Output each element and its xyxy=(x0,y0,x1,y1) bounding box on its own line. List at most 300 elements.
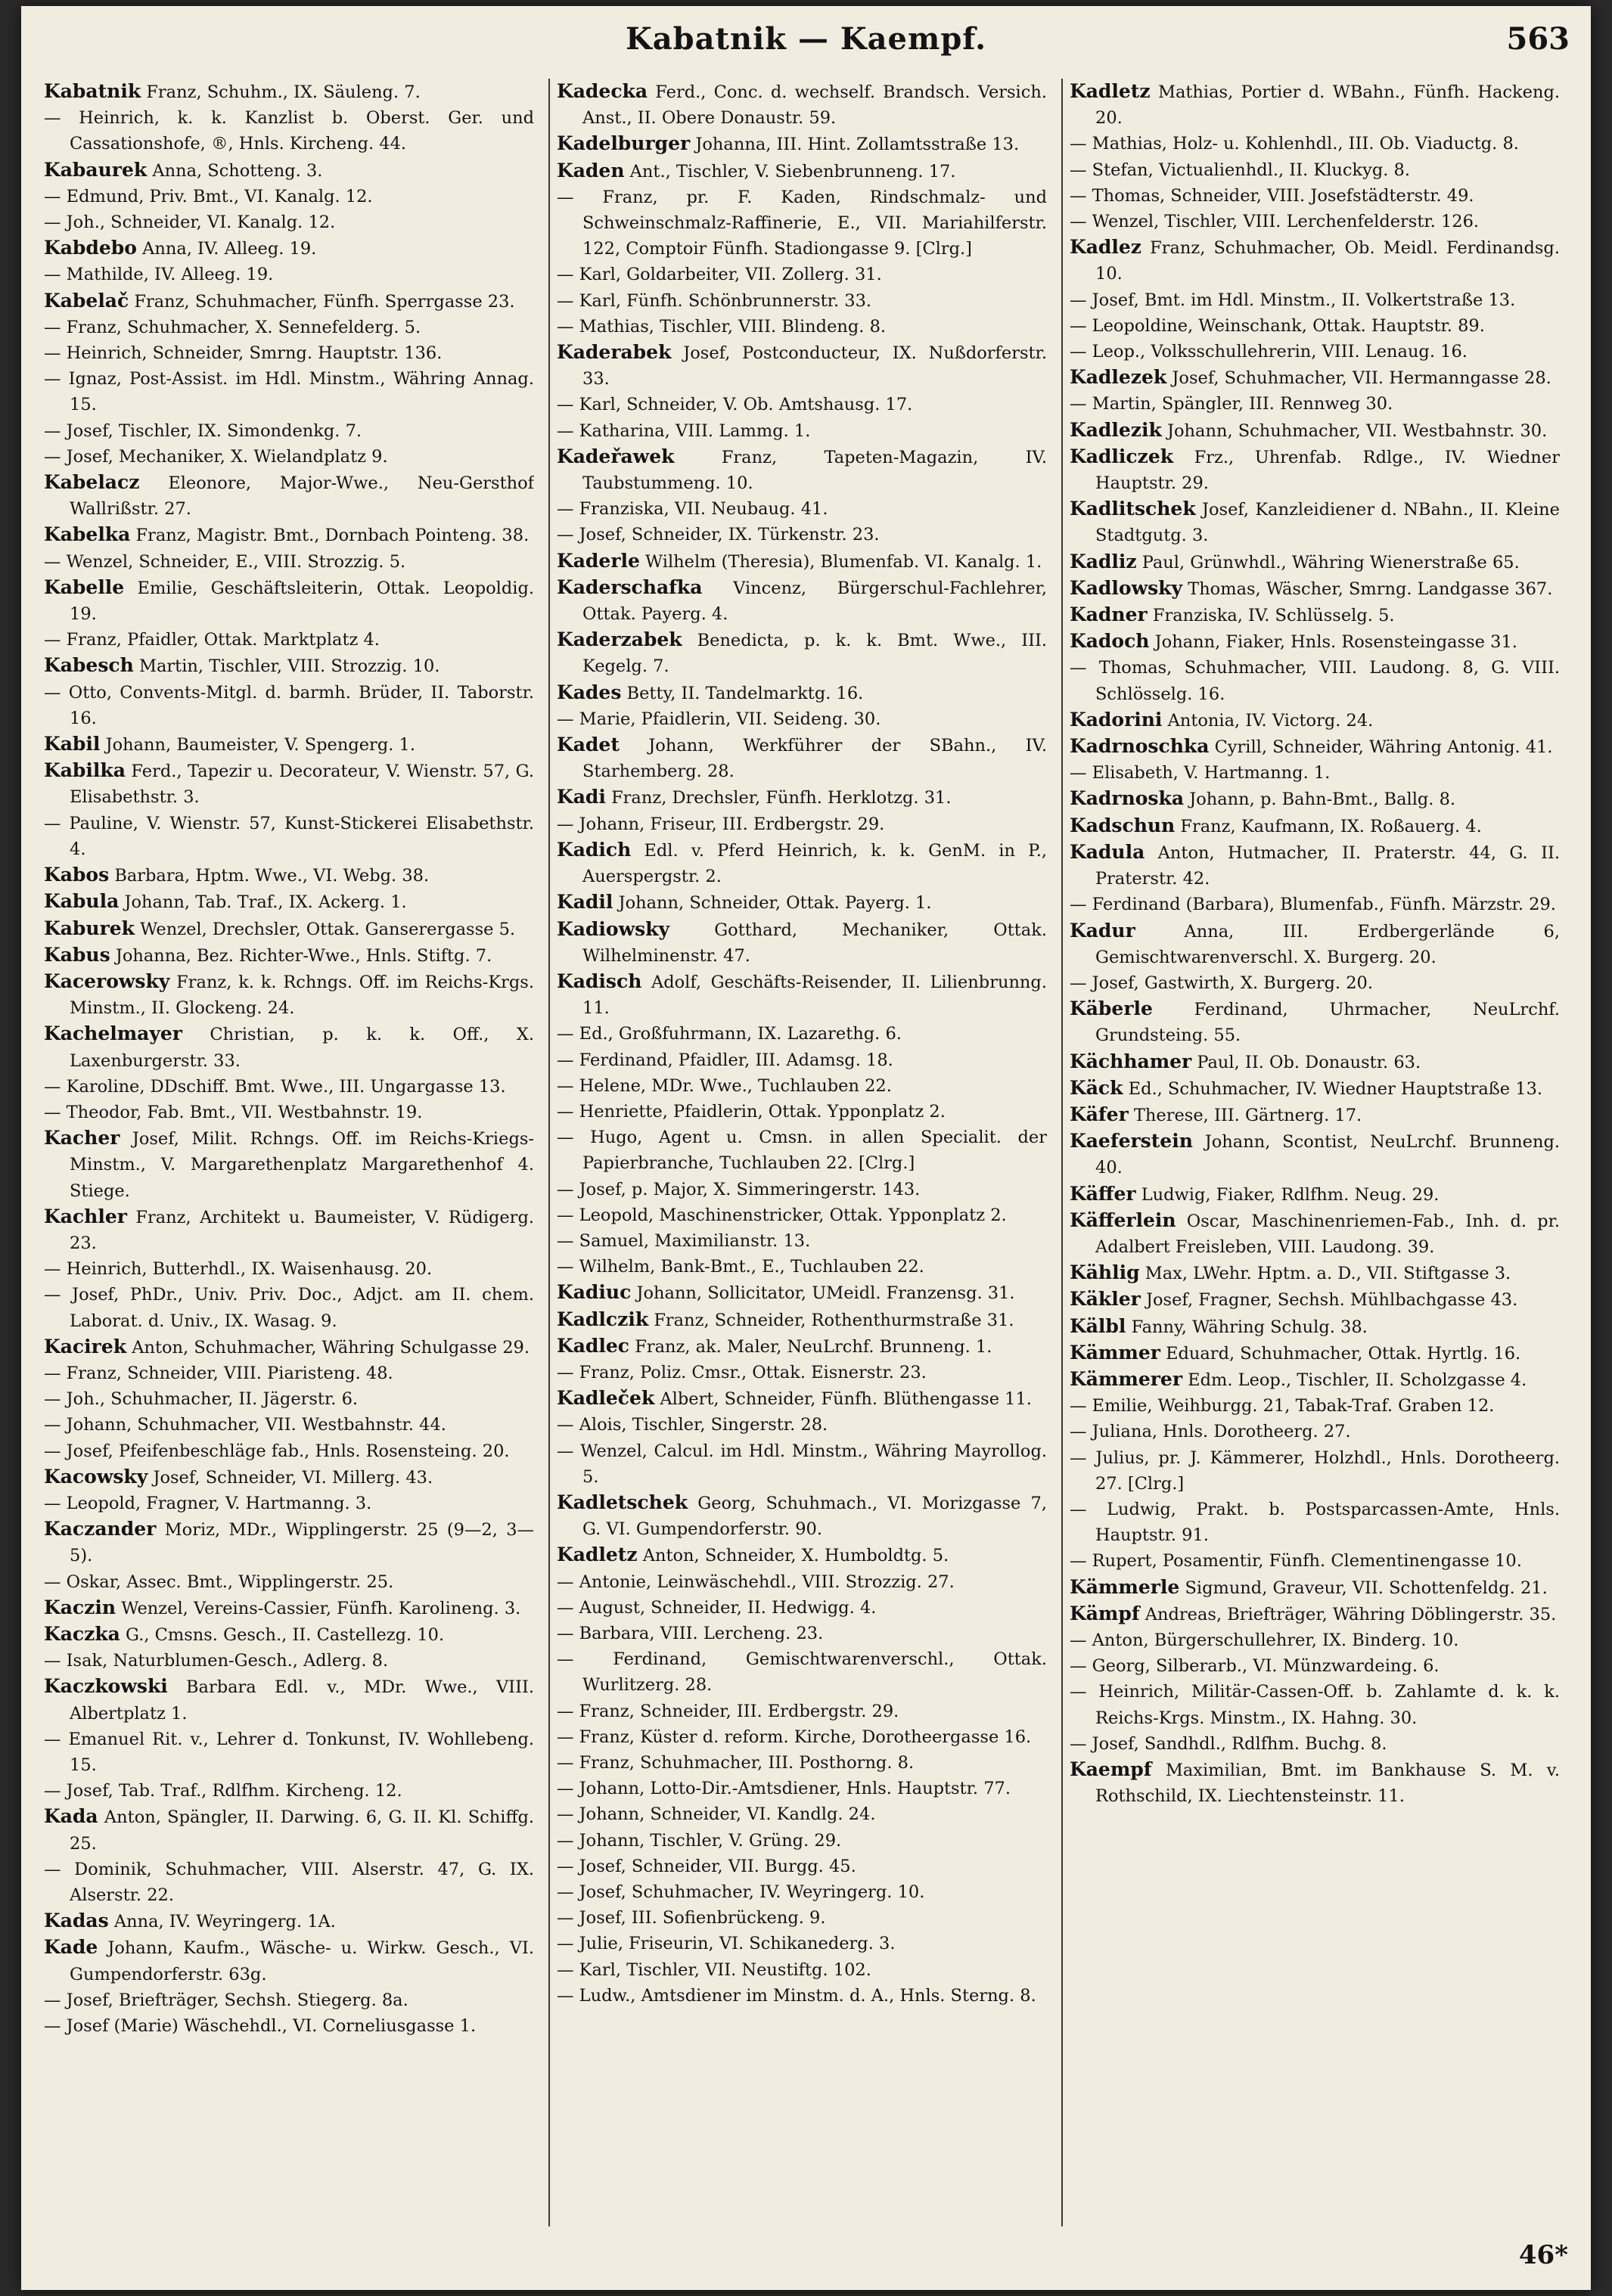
directory-entry xyxy=(1070,918,1560,970)
directory-entry xyxy=(1070,1757,1560,1809)
entry-details: — Theodor, Fab. Bmt., VII. Westbahnstr. 19. xyxy=(44,1102,423,1122)
entry-details: Mathias, Portier d. WBahn., Fünfh. Hackeng. 20. xyxy=(1095,82,1560,129)
entry-details: — Georg, Silberarb., VI. Münzwardeing. 6. xyxy=(1070,1656,1440,1677)
signature-mark: 46* xyxy=(1518,2240,1568,2270)
entry-surname: Kaempf xyxy=(1070,1758,1152,1780)
entry-details: Franz, Architekt u. Baumeister, V. Rüdigerg. 23. xyxy=(70,1207,534,1253)
entry-surname: Käkler xyxy=(1070,1288,1141,1311)
directory-entry xyxy=(557,262,1047,287)
directory-entry xyxy=(1070,209,1560,234)
directory-entry xyxy=(1070,892,1560,917)
directory-entry xyxy=(557,784,1047,811)
directory-entry xyxy=(557,1801,1047,1827)
entry-details: Eduard, Schuhmacher, Ottak. Hyrtlg. 16. xyxy=(1166,1343,1521,1364)
directory-entry xyxy=(557,1280,1047,1306)
directory-entry xyxy=(44,680,534,731)
entry-details: — Thomas, Schneider, VIII. Josefstädterstr. 49. xyxy=(1070,185,1474,206)
entry-details: — Josef, Pfeifenbeschläge fab., Hnls. Rosensteing. 20. xyxy=(44,1441,510,1461)
entry-details: — Franz, Küster d. reform. Kirche, Dorotheergasse 16. xyxy=(557,1727,1032,1747)
entry-details: — Ferdinand, Pfaidler, III. Adamsg. 18. xyxy=(557,1050,893,1070)
directory-entry xyxy=(44,1334,534,1361)
entry-surname: Kadlczik xyxy=(557,1308,649,1330)
directory-entry xyxy=(44,549,534,575)
directory-entry xyxy=(557,1724,1047,1750)
directory-entry xyxy=(557,1099,1047,1125)
directory-entry xyxy=(44,942,534,969)
directory-entry xyxy=(557,1021,1047,1047)
directory-entry xyxy=(44,1727,534,1778)
entry-surname: Kadlowsky xyxy=(1070,576,1183,599)
entry-details: — Anton, Bürgerschullehrer, IX. Binderg. 10. xyxy=(1070,1630,1459,1650)
directory-entry xyxy=(44,1595,534,1621)
directory-entry xyxy=(44,522,534,548)
entry-details: Vincenz, Bürgerschul-Fachlehrer, Ottak. Payerg. 4. xyxy=(582,578,1047,625)
entry-details: — Hugo, Agent u. Cmsn. in allen Specialit. der Papierbranche, Tuchlauben 22. [Clrg.] xyxy=(557,1128,1047,1174)
entry-surname: Kadletz xyxy=(557,1544,638,1566)
entry-surname: Kaderzabek xyxy=(557,628,682,651)
entry-details: — Karl, Tischler, VII. Neustiftg. 102. xyxy=(557,1959,871,1980)
directory-entry xyxy=(44,2013,534,2039)
entry-surname: Kadur xyxy=(1070,919,1135,942)
entry-surname: Kabesch xyxy=(44,654,134,677)
directory-entry xyxy=(557,1202,1047,1228)
directory-entry xyxy=(1070,970,1560,996)
entry-details: Albert, Schneider, Fünfh. Blüthengasse 11. xyxy=(660,1389,1032,1410)
directory-entry xyxy=(44,1438,534,1464)
entry-details: — Franziska, VII. Neubaug. 41. xyxy=(557,499,828,520)
entry-surname: Kaczander xyxy=(44,1518,157,1540)
entry-surname: Kachelmayer xyxy=(44,1022,182,1045)
entry-surname: Kadisch xyxy=(557,970,642,992)
column-right xyxy=(1070,79,1560,2226)
entry-details: Franz, Schuhm., IX. Säuleng. 7. xyxy=(146,82,421,102)
entry-details: — Barbara, VIII. Lercheng. 23. xyxy=(557,1623,824,1643)
entry-surname: Kadrnoska xyxy=(1070,787,1185,810)
directory-entry xyxy=(44,1804,534,1856)
entry-surname: Kabil xyxy=(44,733,101,756)
entry-details: — Wenzel, Calcul. im Hdl. Minstm., Währing Mayrollog. 5. xyxy=(557,1441,1047,1487)
entry-details: Franz, ak. Maler, NeuLrchf. Brunneng. 1. xyxy=(635,1336,992,1357)
directory-entry xyxy=(1070,1260,1560,1286)
directory-entry xyxy=(1070,1340,1560,1367)
directory-entry xyxy=(44,862,534,889)
entry-details: Ferdinand, Uhrmacher, NeuLrchf. Grundsteing. 55. xyxy=(1095,1000,1560,1046)
entry-surname: Kadich xyxy=(557,838,632,861)
directory-entry xyxy=(1070,1731,1560,1757)
directory-entry xyxy=(557,732,1047,784)
entry-surname: Kabelač xyxy=(44,289,129,312)
directory-entry xyxy=(1070,707,1560,734)
entry-details: — Emilie, Weihburgg. 21, Tabak-Traf. Graben 12. xyxy=(1070,1396,1495,1416)
directory-entry xyxy=(44,811,534,862)
directory-entry xyxy=(44,418,534,444)
entry-details: Johann, Schneider, Ottak. Payerg. 1. xyxy=(618,893,932,914)
directory-entry xyxy=(1070,1049,1560,1075)
directory-entry xyxy=(1070,1208,1560,1260)
directory-columns xyxy=(44,79,1572,2226)
entry-details: Ludwig, Fiaker, Rdlfhm. Neug. 29. xyxy=(1141,1184,1440,1205)
entry-surname: Kälbl xyxy=(1070,1314,1126,1337)
directory-entry xyxy=(557,1905,1047,1931)
directory-entry xyxy=(1070,628,1560,655)
directory-entry xyxy=(44,916,534,942)
entry-details: Frz., Uhrenfab. Rdlge., IV. Wiedner Hauptstr. 29. xyxy=(1095,447,1560,494)
entry-details: Christian, p. k. k. Off., X. Laxenburgerstr. 33. xyxy=(70,1025,534,1071)
directory-entry xyxy=(557,1646,1047,1698)
entry-surname: Kacowsky xyxy=(44,1465,148,1488)
entry-surname: Kaden xyxy=(557,159,625,182)
entry-details: Moriz, MDr., Wipplingerstr. 25 (9—2, 3—5). xyxy=(70,1520,534,1566)
entry-surname: Kadet xyxy=(557,734,620,756)
directory-entry xyxy=(1070,365,1560,391)
entry-surname: Käffer xyxy=(1070,1182,1136,1205)
entry-details: — Isak, Naturblumen-Gesch., Adlerg. 8. xyxy=(44,1651,389,1671)
directory-entry xyxy=(44,79,534,105)
directory-entry xyxy=(1070,183,1560,209)
directory-entry xyxy=(557,1879,1047,1905)
entry-details: — Mathias, Tischler, VIII. Blindeng. 8. xyxy=(557,316,887,337)
directory-entry xyxy=(1070,655,1560,706)
entry-surname: Kadiuc xyxy=(557,1281,632,1304)
directory-entry xyxy=(557,837,1047,889)
directory-entry xyxy=(1070,79,1560,131)
directory-entry xyxy=(557,1931,1047,1956)
directory-entry xyxy=(44,1074,534,1100)
directory-entry xyxy=(557,706,1047,732)
directory-entry xyxy=(1070,1627,1560,1653)
entry-details: Wilhelm (Theresia), Blumenfab. VI. Kanalg. 1. xyxy=(645,551,1042,572)
directory-entry xyxy=(1070,287,1560,313)
directory-entry xyxy=(1070,1575,1560,1601)
directory-entry xyxy=(1070,839,1560,892)
directory-entry xyxy=(44,1021,534,1073)
directory-entry xyxy=(1070,496,1560,548)
entry-details: Thomas, Wäscher, Smrng. Landgasse 367. xyxy=(1188,579,1553,599)
entry-details: — Josef, III. Sofienbrückeng. 9. xyxy=(557,1908,826,1928)
entry-surname: Kabos xyxy=(44,864,110,886)
entry-surname: Kadner xyxy=(1070,603,1148,626)
entry-details: — Franz, Schneider, VIII. Piaristeng. 48. xyxy=(44,1363,393,1383)
entry-surname: Kaczkowski xyxy=(44,1675,168,1698)
entry-surname: Kade xyxy=(44,1936,98,1959)
entry-surname: Käck xyxy=(1070,1076,1123,1099)
entry-details: — Juliana, Hnls. Dorotheerg. 27. xyxy=(1070,1422,1351,1442)
directory-entry xyxy=(44,366,534,417)
entry-surname: Kadeřawek xyxy=(557,445,675,467)
entry-details: — Johann, Lotto-Dir.-Amtsdiener, Hnls. Hauptstr. 77. xyxy=(557,1779,1011,1799)
entry-surname: Kadula xyxy=(1070,840,1145,863)
entry-details: Martin, Tischler, VIII. Strozzig. 10. xyxy=(138,656,440,677)
entry-details: — Franz, Schuhmacher, X. Sennefelderg. 5. xyxy=(44,317,421,337)
entry-details: Gotthard, Mechaniker, Ottak. Wilhelminenstr. 47. xyxy=(582,920,1047,966)
directory-entry xyxy=(557,1412,1047,1438)
entry-details: Emilie, Geschäftsleiterin, Ottak. Leopoldig. 19. xyxy=(70,578,534,625)
entry-surname: Kabelle xyxy=(44,576,125,598)
entry-details: Edm. Leop., Tischler, II. Scholzgasse 4. xyxy=(1188,1370,1527,1390)
entry-surname: Kadliczek xyxy=(1070,445,1174,467)
entry-details: Franz, Drechsler, Fünfh. Herklotzg. 31. xyxy=(611,788,952,808)
entry-details: Anton, Hutmacher, II. Praterstr. 44, G. II. Praterstr. 42. xyxy=(1095,842,1560,889)
directory-entry xyxy=(1070,1653,1560,1679)
directory-entry xyxy=(557,1750,1047,1776)
directory-entry xyxy=(44,1282,534,1333)
entry-details: Eleonore, Major-Wwe., Neu-Gersthof Wallrißstr. 27. xyxy=(70,473,534,520)
directory-entry xyxy=(44,758,534,810)
entry-surname: Kabelka xyxy=(44,523,131,546)
entry-details: Josef, Kanzleidiener d. NBahn., II. Kleine Stadtgutg. 3. xyxy=(1095,500,1560,546)
directory-entry xyxy=(557,548,1047,575)
entry-details: Benedicta, p. k. k. Bmt. Wwe., III. Kegelg. 7. xyxy=(582,631,1047,677)
directory-entry xyxy=(1070,1548,1560,1574)
directory-entry xyxy=(557,496,1047,522)
directory-entry xyxy=(557,969,1047,1021)
directory-entry xyxy=(1070,157,1560,183)
entry-details: — Johann, Schneider, VI. Kandlg. 24. xyxy=(557,1804,876,1825)
entry-details: Josef, Fragner, Sechsh. Mühlbachgasse 43. xyxy=(1145,1290,1518,1311)
directory-entry xyxy=(44,1857,534,1908)
entry-details: Edl. v. Pferd Heinrich, k. k. GenM. in P., Auerspergstr. 2. xyxy=(582,840,1047,887)
column-middle xyxy=(557,79,1047,2226)
entry-details: Josef, Schneider, VI. Millerg. 43. xyxy=(153,1467,433,1488)
entry-details: — Pauline, V. Wienstr. 57, Kunst-Stickerei Elisabethstr. 4. xyxy=(44,813,534,859)
entry-details: Josef, Milit. Rchngs. Off. im Reichs-Kriegs-Minstm., V. Margarethenplatz Margarethenhof 4. Stiege. xyxy=(70,1129,534,1201)
entry-details: — Marie, Pfaidlerin, VII. Seideng. 30. xyxy=(557,709,881,729)
entry-details: Ferd., Tapezir u. Decorateur, V. Wienstr. 57, G. Elisabethstr. 3. xyxy=(70,762,534,808)
entry-surname: Kählig xyxy=(1070,1261,1140,1284)
entry-surname: Kadleček xyxy=(557,1387,655,1410)
directory-entry xyxy=(557,79,1047,131)
directory-entry xyxy=(1070,1445,1560,1497)
directory-entry xyxy=(557,1542,1047,1568)
entry-details: Franz, Schuhmacher, Fünfh. Sperrgasse 23. xyxy=(134,291,515,312)
entry-details: — Leopold, Fragner, V. Hartmanng. 3. xyxy=(44,1493,372,1513)
entry-details: Oscar, Maschinenriemen-Fab., Inh. d. pr. Adalbert Freisleben, VIII. Laudong. 39. xyxy=(1095,1211,1560,1257)
directory-entry xyxy=(557,1854,1047,1879)
entry-surname: Kadi xyxy=(557,786,606,808)
entry-details: — Franz, Schneider, III. Erdbergstr. 29. xyxy=(557,1701,899,1721)
directory-entry xyxy=(557,1699,1047,1724)
entry-surname: Kaczin xyxy=(44,1596,116,1618)
directory-entry xyxy=(44,889,534,915)
directory-entry xyxy=(1070,996,1560,1048)
entry-details: — Julie, Friseurin, VI. Schikanederg. 3. xyxy=(557,1934,896,1954)
entry-details: Paul, Grünwhdl., Währing Wienerstraße 65. xyxy=(1141,552,1520,572)
entry-details: Johanna, III. Hint. Zollamtsstraße 13. xyxy=(695,135,1020,155)
entry-details: — Alois, Tischler, Singerstr. 28. xyxy=(557,1415,828,1435)
entry-details: — Josef (Marie) Wäschehdl., VI. Corneliusgasse 1. xyxy=(44,2016,477,2037)
directory-entry xyxy=(44,1987,534,2013)
entry-details: — Franz, pr. F. Kaden, Rindschmalz- und Schweinschmalz-Raffinerie, E., VII. Mariahilferstr. 122, Comptoir Fünfh. Stadiongasse 9. [Clrg.] xyxy=(557,187,1047,259)
directory-entry xyxy=(557,1177,1047,1202)
directory-entry xyxy=(1070,1393,1560,1419)
entry-details: Anton, Spängler, II. Darwing. 6, G. II. Kl. Schiffg. 25. xyxy=(70,1807,534,1854)
directory-entry xyxy=(1070,1075,1560,1102)
directory-entry xyxy=(44,444,534,470)
entry-details: Wenzel, Vereins-Cassier, Fünfh. Karolineng. 3. xyxy=(121,1598,521,1618)
directory-entry xyxy=(557,1385,1047,1412)
entry-details: — Heinrich, Butterhdl., IX. Waisenhausg. 20. xyxy=(44,1259,433,1280)
entry-details: Andreas, Briefträger, Währing Döblingerstr. 35. xyxy=(1145,1604,1557,1624)
directory-entry xyxy=(557,680,1047,706)
directory-entry xyxy=(557,1228,1047,1254)
entry-surname: Kadletz xyxy=(1070,80,1151,102)
directory-entry xyxy=(1070,1367,1560,1393)
directory-entry xyxy=(557,314,1047,340)
directory-entry xyxy=(1070,576,1560,602)
entry-surname: Kacher xyxy=(44,1127,120,1150)
directory-entry xyxy=(44,653,534,679)
entry-details: — Karoline, DDschiff. Bmt. Wwe., III. Ungargasse 13. xyxy=(44,1076,506,1097)
directory-entry xyxy=(1070,760,1560,786)
entry-surname: Käfer xyxy=(1070,1103,1129,1125)
directory-entry xyxy=(44,262,534,287)
entry-details: — Elisabeth, V. Hartmanng. 1. xyxy=(1070,763,1331,783)
entry-details: — Ignaz, Post-Assist. im Hdl. Minstm., Währing Annag. 15. xyxy=(44,369,534,415)
directory-entry xyxy=(557,444,1047,496)
entry-details: Wenzel, Drechsler, Ottak. Ganserergasse 5. xyxy=(140,919,516,939)
entry-surname: Kabelacz xyxy=(44,471,140,494)
entry-details: Max, LWehr. Hptm. a. D., VII. Stiftgasse 3. xyxy=(1145,1264,1511,1284)
entry-details: — Samuel, Maximilianstr. 13. xyxy=(557,1230,811,1251)
entry-details: Johann, Scontist, NeuLrchf. Brunneng. 40. xyxy=(1095,1132,1560,1178)
entry-details: — Emanuel Rit. v., Lehrer d. Tonkunst, IV. Wohllebeng. 15. xyxy=(44,1729,534,1775)
entry-surname: Kadlitschek xyxy=(1070,498,1196,520)
directory-entry xyxy=(1070,1314,1560,1340)
entry-details: — Ludw., Amtsdiener im Minstm. d. A., Hnls. Sterng. 8. xyxy=(557,1985,1036,2006)
entry-details: — Heinrich, k. k. Kanzlist b. Oberst. Ger. und Cassationshofe, ®, Hnls. Kircheng. 44. xyxy=(44,108,534,154)
directory-entry xyxy=(44,1935,534,1987)
directory-entry xyxy=(1070,734,1560,760)
entry-details: — Josef, p. Major, X. Simmeringerstr. 143. xyxy=(557,1179,921,1199)
entry-surname: Kämmerer xyxy=(1070,1367,1182,1390)
entry-details: — Wenzel, Schneider, E., VIII. Strozzig. 5. xyxy=(44,551,406,572)
entry-details: — Josef, Sandhdl., Rdlfhm. Buchg. 8. xyxy=(1070,1733,1387,1754)
page-header xyxy=(21,6,1591,67)
entry-details: — Antonie, Leinwäschehdl., VIII. Strozzig. 27. xyxy=(557,1572,955,1592)
entry-details: — Ludwig, Prakt. b. Postsparcassen-Amte, Hnls. Hauptstr. 91. xyxy=(1070,1499,1560,1546)
directory-entry xyxy=(44,1674,534,1726)
entry-surname: Kadiowsky xyxy=(557,917,670,940)
entry-details: Cyrill, Schneider, Währing Antonig. 41. xyxy=(1214,737,1553,758)
entry-details: Paul, II. Ob. Donaustr. 63. xyxy=(1197,1052,1421,1072)
entry-surname: Kadoch xyxy=(1070,630,1150,653)
directory-entry xyxy=(44,1125,534,1204)
directory-entry xyxy=(1070,1102,1560,1128)
entry-details: Johann, Kaufm., Wäsche- u. Wirkw. Gesch., VI. Gumpendorferstr. 63g. xyxy=(70,1938,534,1984)
directory-entry xyxy=(44,157,534,184)
directory-entry xyxy=(44,340,534,366)
entry-details: — Ferdinand (Barbara), Blumenfab., Fünfh. Märzstr. 29. xyxy=(1070,895,1556,915)
directory-entry xyxy=(1070,234,1560,287)
entry-details: — Karl, Schneider, V. Ob. Amtshausg. 17. xyxy=(557,395,913,415)
column-left xyxy=(44,79,534,2226)
entry-details: Josef, Schuhmacher, VII. Hermanngasse 28. xyxy=(1172,368,1551,389)
page-title: Kabatnik — Kaempf. xyxy=(625,21,987,57)
directory-entry xyxy=(1070,444,1560,496)
directory-entry xyxy=(557,1047,1047,1073)
entry-details: Franz, Kaufmann, IX. Roßauerg. 4. xyxy=(1180,816,1482,836)
entry-details: — Julius, pr. J. Kämmerer, Holzhdl., Hnls. Dorotheerg. 27. [Clrg.] xyxy=(1070,1447,1560,1494)
entry-surname: Kämmer xyxy=(1070,1341,1160,1364)
entry-details: — Martin, Spängler, III. Rennweg 30. xyxy=(1070,394,1393,414)
directory-entry xyxy=(44,1361,534,1386)
entry-details: — Oskar, Assec. Bmt., Wipplingerstr. 25. xyxy=(44,1572,394,1592)
directory-entry xyxy=(1070,131,1560,157)
entry-details: Johann, Sollicitator, UMeidl. Franzensg. 31. xyxy=(636,1283,1015,1304)
directory-entry xyxy=(1070,1679,1560,1730)
entry-details: — Katharina, VIII. Lammg. 1. xyxy=(557,420,811,441)
directory-entry xyxy=(1070,339,1560,365)
entry-surname: Kabdebo xyxy=(44,237,137,259)
entry-details: — Josef, Tab. Traf., Rdlfhm. Kircheng. 12. xyxy=(44,1781,402,1801)
entry-details: Johann, Werkführer der SBahn., IV. Starhemberg. 28. xyxy=(582,736,1047,782)
directory-entry xyxy=(557,1569,1047,1595)
entry-surname: Kadas xyxy=(44,1910,109,1932)
entry-details: — August, Schneider, II. Hedwigg. 4. xyxy=(557,1597,877,1618)
directory-entry xyxy=(557,1360,1047,1385)
entry-details: — Josef, Mechaniker, X. Wielandplatz 9. xyxy=(44,446,388,467)
entry-details: Anton, Schuhmacher, Währing Schulgasse 29. xyxy=(132,1337,530,1357)
directory-entry xyxy=(44,1386,534,1412)
entry-surname: Kämmerle xyxy=(1070,1575,1180,1598)
entry-surname: Kaczka xyxy=(44,1622,120,1645)
entry-details: Ferd., Conc. d. wechself. Brandsch. Versich. Anst., II. Obere Donaustr. 59. xyxy=(582,82,1047,129)
entry-surname: Kadlezik xyxy=(1070,418,1162,441)
entry-details: Franziska, IV. Schlüsselg. 5. xyxy=(1152,606,1395,626)
entry-details: — Thomas, Schuhmacher, VIII. Laudong. 8, G. VIII. Schlösselg. 16. xyxy=(1070,658,1560,704)
directory-entry xyxy=(44,105,534,157)
directory-entry xyxy=(44,731,534,758)
entry-details: Adolf, Geschäfts-Reisender, II. Lilienbrunng. 11. xyxy=(582,972,1047,1019)
entry-surname: Kämpf xyxy=(1070,1602,1140,1624)
entry-details: — Rupert, Posamentir, Fünfh. Clementinengasse 10. xyxy=(1070,1551,1522,1572)
entry-details: — Josef, Briefträger, Sechsh. Stiegerg. 8a. xyxy=(44,1990,408,2010)
entry-details: — Edmund, Priv. Bmt., VI. Kanalg. 12. xyxy=(44,186,373,206)
directory-entry xyxy=(557,1073,1047,1099)
entry-surname: Käberle xyxy=(1070,998,1153,1020)
directory-entry xyxy=(1070,786,1560,812)
directory-entry xyxy=(557,1828,1047,1854)
directory-entry xyxy=(557,917,1047,969)
entry-surname: Kadrnoschka xyxy=(1070,735,1210,758)
directory-entry xyxy=(557,1621,1047,1646)
page-number: 563 xyxy=(1506,21,1570,57)
directory-entry xyxy=(557,1776,1047,1801)
entry-details: — Ferdinand, Gemischtwarenverschl., Ottak. Wurlitzerg. 28. xyxy=(557,1649,1047,1696)
entry-details: Barbara, Hptm. Wwe., VI. Webg. 38. xyxy=(114,866,430,886)
entry-details: Johann, Baumeister, V. Spengerg. 1. xyxy=(105,735,415,756)
entry-details: Antonia, IV. Victorg. 24. xyxy=(1167,710,1374,731)
directory-entry xyxy=(44,1491,534,1516)
entry-details: Johann, p. Bahn-Bmt., Ballg. 8. xyxy=(1189,790,1456,810)
directory-entry xyxy=(1070,813,1560,839)
directory-entry xyxy=(44,575,534,627)
entry-surname: Kabilka xyxy=(44,759,126,782)
entry-details: — Wilhelm, Bank-Bmt., E., Tuchlauben 22. xyxy=(557,1257,924,1277)
entry-surname: Kachler xyxy=(44,1205,127,1227)
directory-entry xyxy=(44,1100,534,1125)
directory-entry xyxy=(44,1464,534,1491)
directory-entry xyxy=(1070,313,1560,339)
entry-details: Anna, IV. Alleeg. 19. xyxy=(142,239,317,259)
entry-details: — Otto, Convents-Mitgl. d. barmh. Brüder, II. Taborstr. 16. xyxy=(44,682,534,728)
directory-entry xyxy=(1070,1601,1560,1627)
entry-details: — Leopold, Maschinenstricker, Ottak. Ypponplatz 2. xyxy=(557,1205,1007,1225)
directory-entry xyxy=(44,288,534,315)
directory-entry xyxy=(557,392,1047,417)
entry-details: — Franz, Pfaidler, Ottak. Marktplatz 4. xyxy=(44,630,380,650)
directory-entry xyxy=(44,1204,534,1256)
